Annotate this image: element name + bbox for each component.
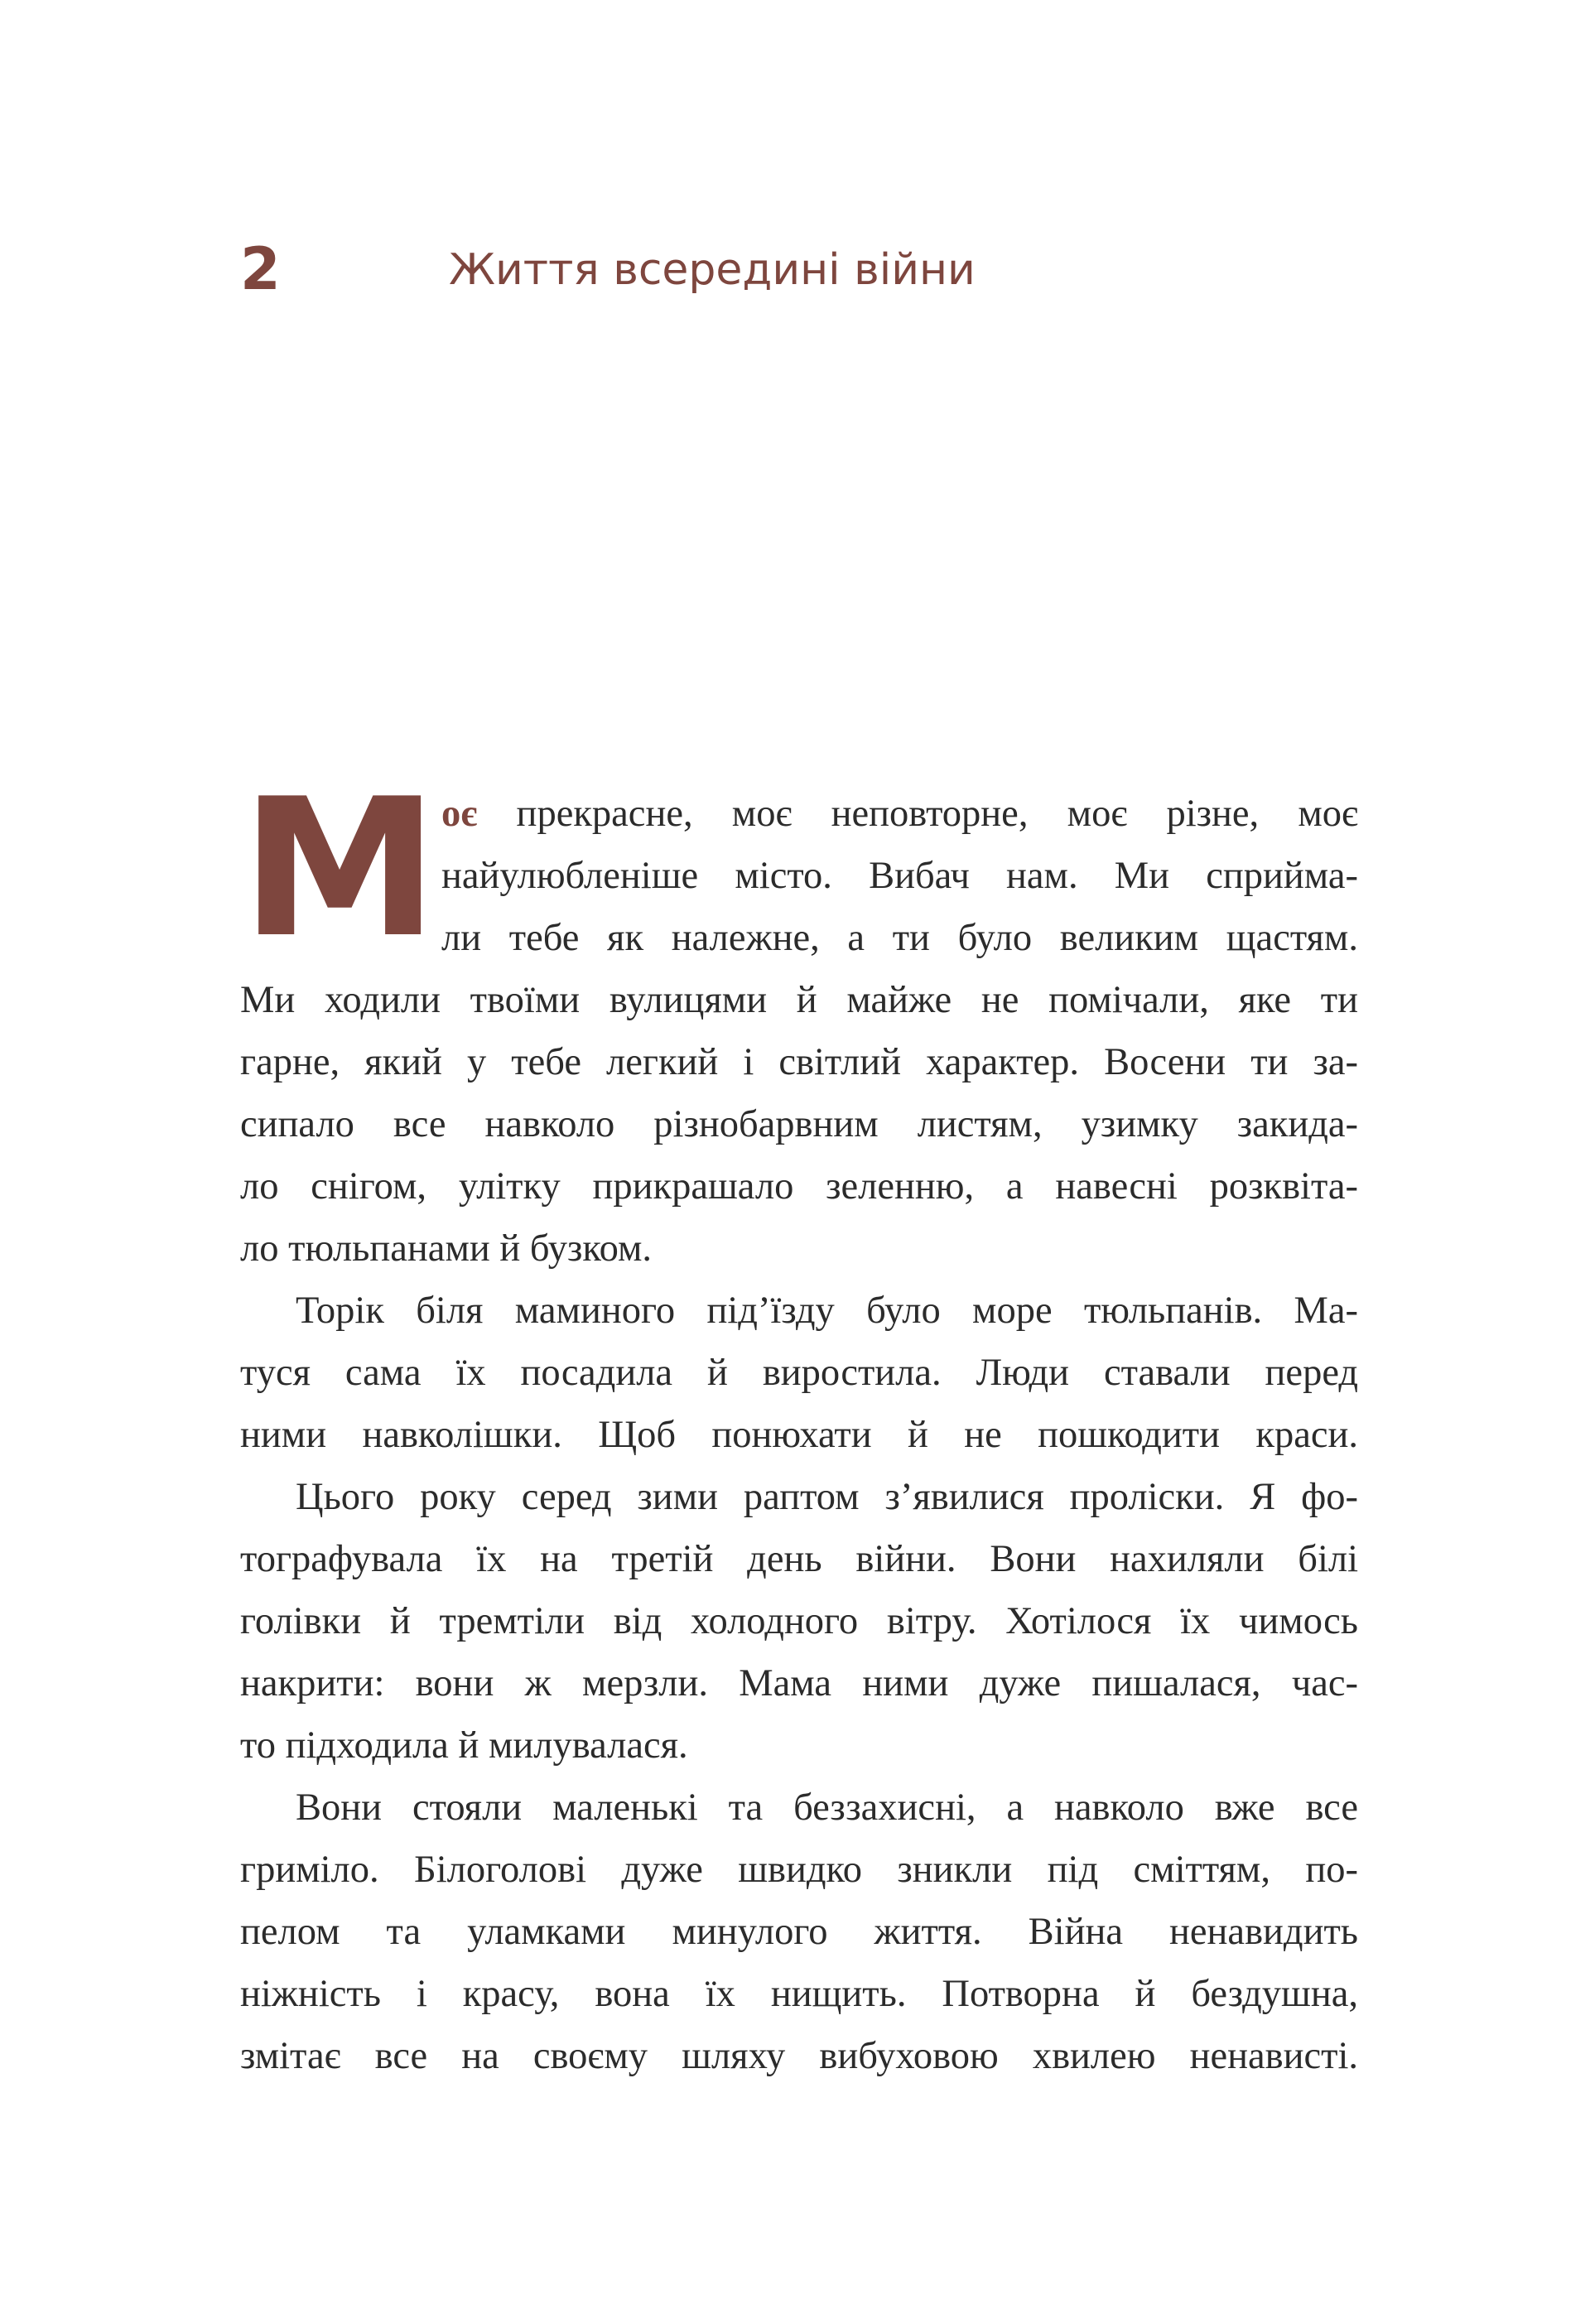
- text-line: тографувала їх на третій день війни. Вони нахиляли білі: [240, 1538, 1358, 1580]
- chapter-header: [240, 236, 1400, 302]
- text-line: змітає все на своєму шляху вибуховою хвилею ненависті.: [240, 2035, 1358, 2077]
- chapter-title: Життя всередині війни: [449, 245, 976, 295]
- text-line: Торік біля маминого під’їзду було море тюльпанів. Ма-: [296, 1290, 1358, 1332]
- text-line: то підходила й милувалася.: [240, 1724, 688, 1767]
- text-line: ніжність і красу, вона їх нищить. Потворна й бездушна,: [240, 1973, 1358, 2015]
- text-line: Ми ходили твоїми вулицями й майже не помічали, яке ти: [240, 979, 1358, 1021]
- text-line: туся сама їх посадила й виростила. Люди ставали перед: [240, 1352, 1358, 1394]
- drop-cap: М: [240, 759, 440, 980]
- text-line: сипало все навколо різнобарвним листям, узимку закида-: [240, 1103, 1358, 1145]
- text-line: пелом та уламками минулого життя. Війна ненавидить: [240, 1911, 1358, 1953]
- text-line: ло снігом, улітку прикрашало зеленню, а навесні розквіта-: [240, 1165, 1358, 1208]
- text-line: ли тебе як належне, а ти було великим щастям.: [441, 917, 1358, 959]
- text-line: Вони стояли маленькі та беззахисні, а навколо вже все: [296, 1786, 1358, 1829]
- text-line: найулюбленіше місто. Вибач нам. Ми сприйма-: [441, 855, 1358, 897]
- text-line: гарне, який у тебе легкий і світлий характер. Восени ти за-: [240, 1041, 1358, 1083]
- chapter-number: 2: [240, 235, 281, 303]
- text-line: голівки й тремтіли від холодного вітру. Хотілося їх чимось: [240, 1600, 1358, 1642]
- text-line: ними навколішки. Щоб понюхати й не пошкодити краси.: [240, 1414, 1358, 1456]
- text-line: накрити: вони ж мерзли. Мама ними дуже пишалася, час-: [240, 1662, 1358, 1704]
- text-line: Цього року серед зими раптом з’явилися проліски. Я фо-: [296, 1476, 1358, 1518]
- text-line: оє прекрасне, моє неповторне, моє різне, моє: [441, 793, 1358, 835]
- text-line: ло тюльпанами й бузком.: [240, 1227, 653, 1270]
- text-line: гриміло. Білоголові дуже швидко зникли під сміттям, по-: [240, 1849, 1358, 1891]
- lead-word: оє: [441, 793, 478, 835]
